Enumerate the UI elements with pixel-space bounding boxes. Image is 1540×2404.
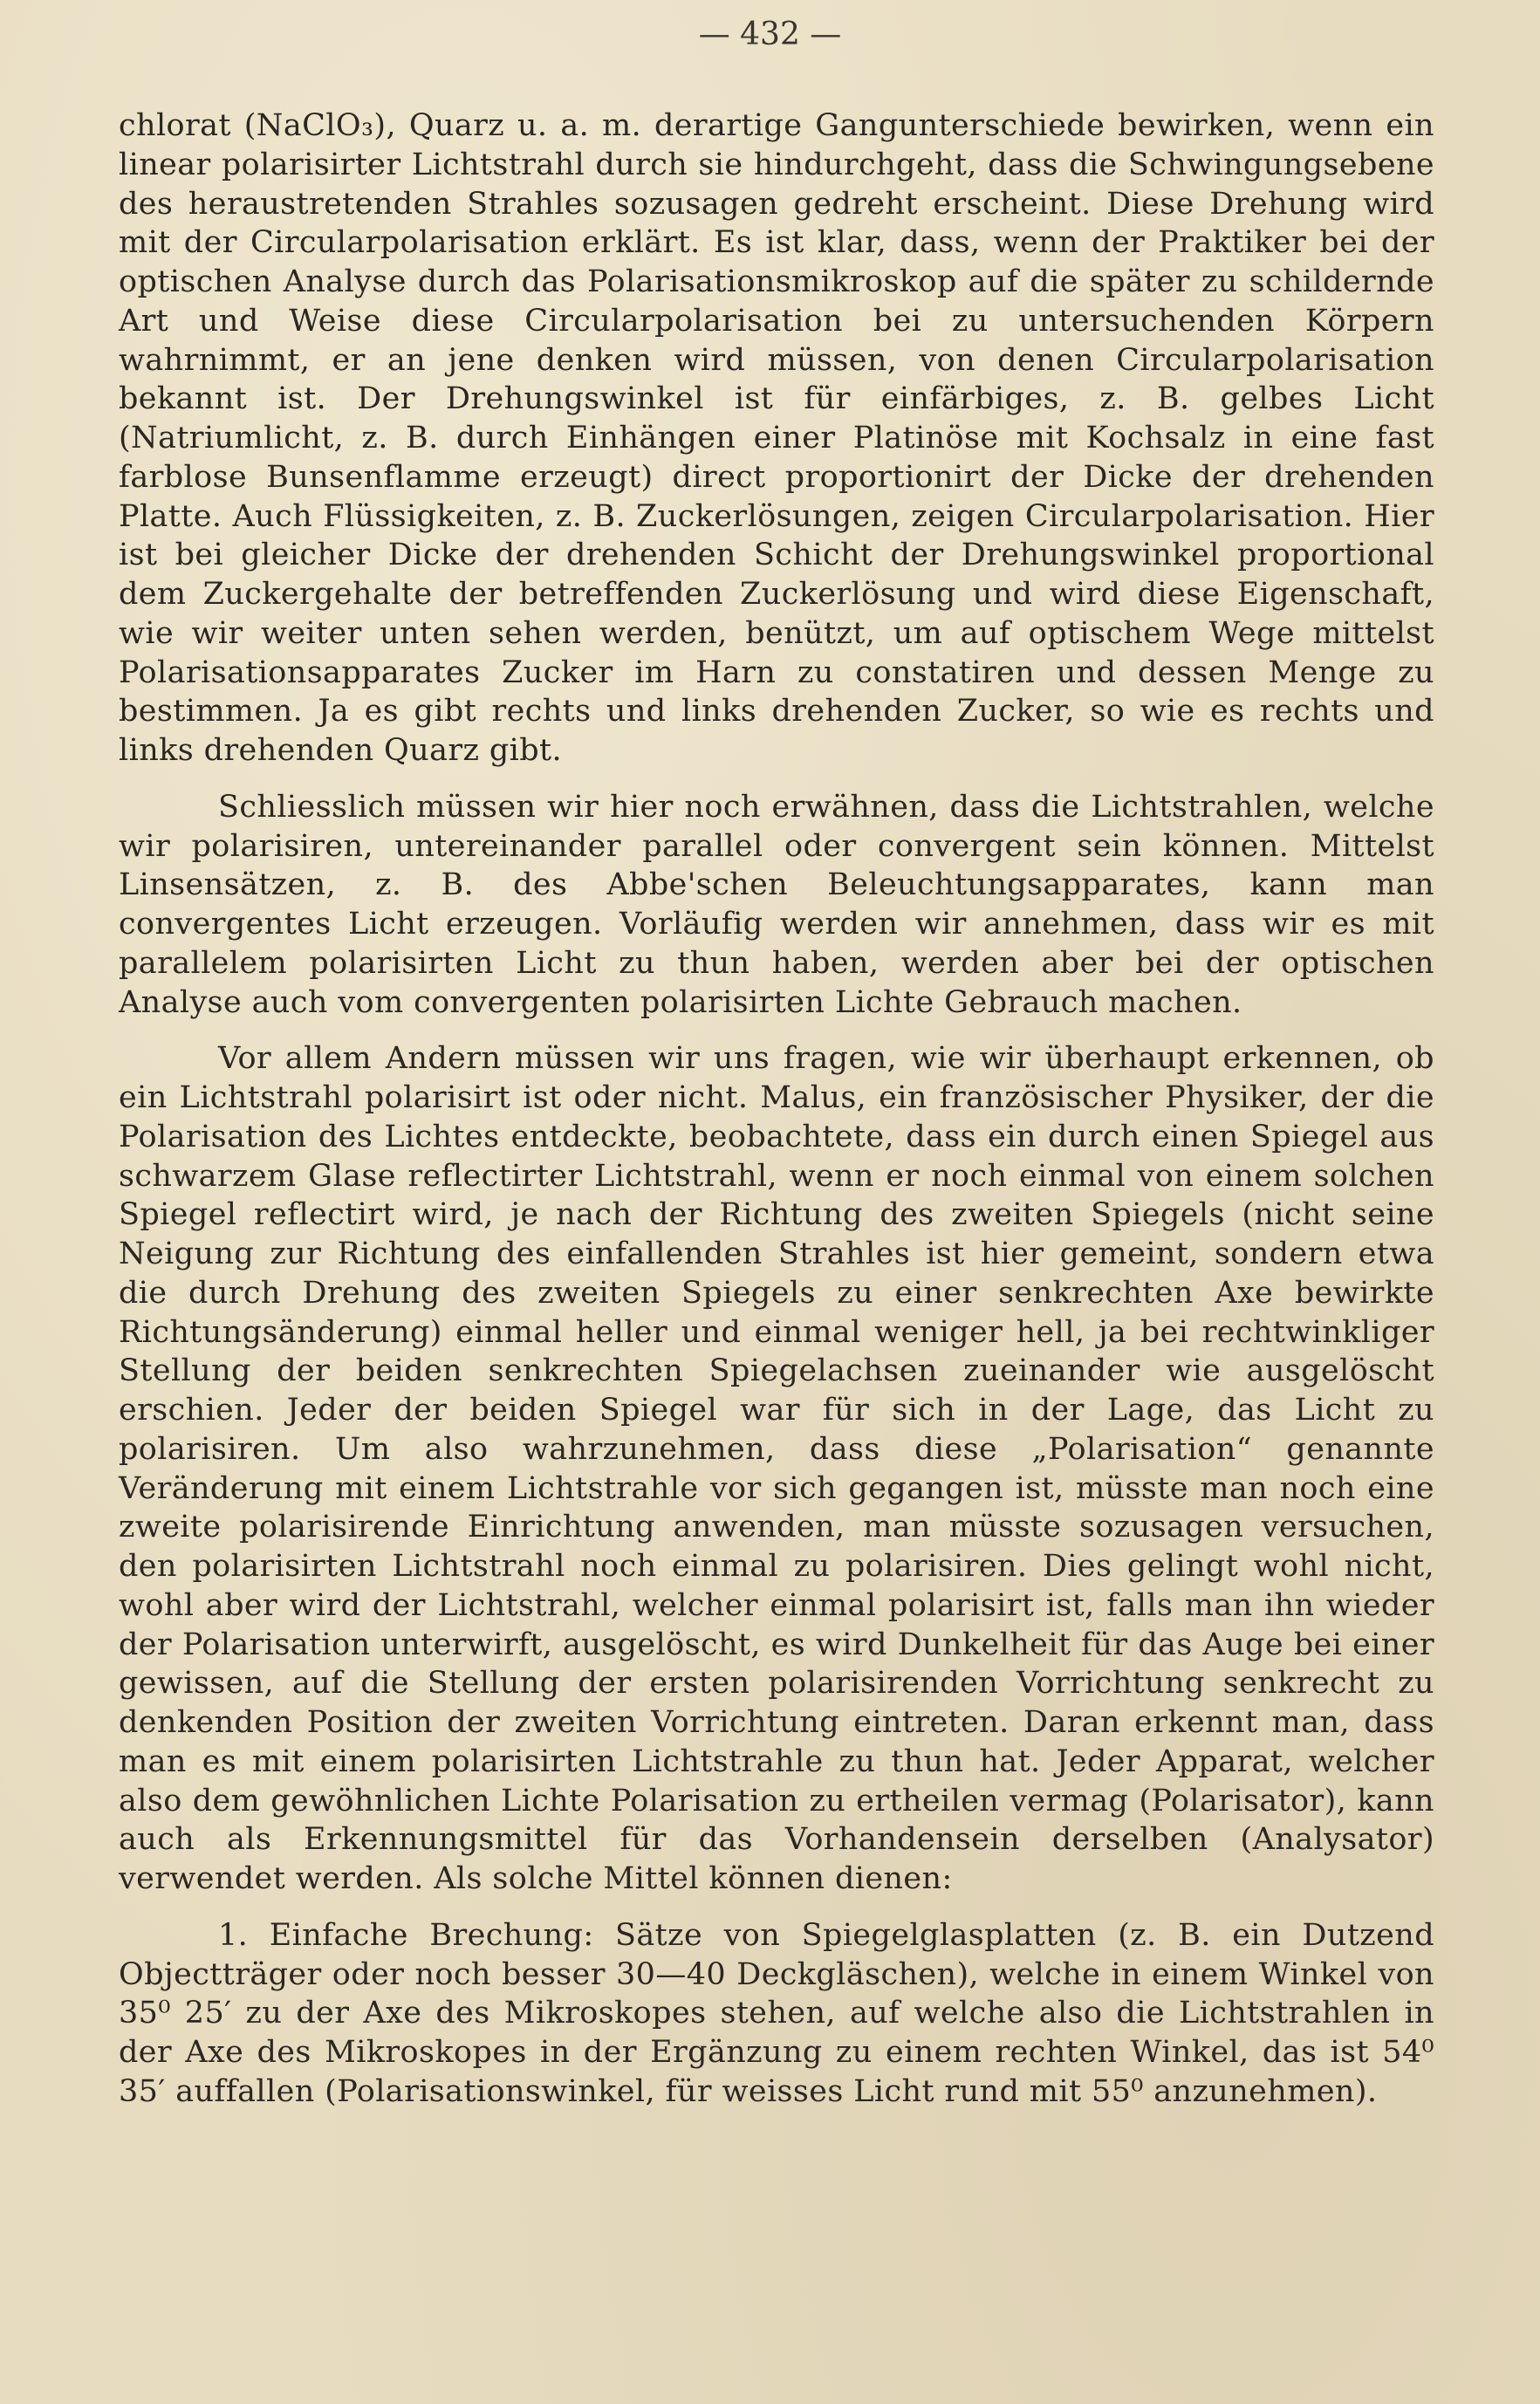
paragraph-circular-polarisation: chlorat (NaClO₃), Quarz u. a. m. derartige Gangunterschiede bewirken, wenn ein linear polarisirter Lichtstrahl durch sie hindurchgeht, dass die Schwingungsebene des heraustretenden Strahles sozusagen gedreht erscheint. Diese Drehung wird mit der Circularpolarisation erklärt. Es ist klar, dass, wenn der Praktiker bei der optischen Analyse durch das Polarisationsmikroskop auf die später zu schildernde Art und Weise diese Circularpolarisation bei zu untersuchenden Körpern wahrnimmt, er an jene denken wird müssen, von denen Circularpolarisation bekannt ist. Der Drehungswinkel ist für einfärbiges, z. B. gelbes Licht (Natriumlicht, z. B. durch Einhängen einer Platinöse mit Kochsalz in eine fast farblose Bunsenflamme erzeugt) direct proportionirt der Dicke der drehenden Platte. Auch Flüssigkeiten, z. B. Zuckerlösungen, zeigen Circularpolarisation. Hier ist bei gleicher Dicke der drehenden Schicht der Drehungswinkel proportional dem Zuckergehalte der betreffenden Zuckerlösung und wird diese Eigenschaft, wie wir weiter unten sehen werden, benützt, um auf optischem Wege mittelst Polarisationsapparates Zucker im Harn zu constatiren und dessen Menge zu bestimmen. Ja es gibt rechts und links drehenden Zucker, so wie es rechts und links drehenden Quarz gibt. [119,108,1434,768]
paragraph-parallel-convergent: Schliesslich müssen wir hier noch erwähnen, dass die Lichtstrahlen, welche wir polarisiren, untereinander parallel oder convergent sein können. Mittelst Linsensätzen, z. B. des Abbe'schen Beleuchtungsapparates, kann man convergentes Licht erzeugen. Vorläufig werden wir annehmen, dass wir es mit parallelem polarisirten Licht zu thun haben, werden aber bei der optischen Analyse auch vom convergenten polarisirten Lichte Gebrauch machen. [119,789,1434,1020]
paragraph-detecting-polarisation: Vor allem Andern müssen wir uns fragen, wie wir überhaupt erkennen, ob ein Lichtstrahl polarisirt ist oder nicht. Malus, ein französischer Physiker, der die Polarisation des Lichtes entdeckte, beobachtete, dass ein durch einen Spiegel aus schwarzem Glase reflectirter Lichtstrahl, wenn er noch einmal von einem solchen Spiegel reflectirt wird, je nach der Richtung des zweiten Spiegels (nicht seine Neigung zur Richtung des einfallenden Strahles ist hier gemeint, sondern etwa die durch Drehung des zweiten Spiegels zu einer senkrechten Axe bewirkte Richtungsänderung) einmal heller und einmal weniger hell, ja bei rechtwinkliger Stellung der beiden senkrechten Spiegelachsen zueinander wie ausgelöscht erschien. Jeder der beiden Spiegel war für sich in der Lage, das Licht zu polarisiren. Um also wahrzunehmen, dass diese „Polarisation“ genannte Veränderung mit einem Lichtstrahle vor sich gegangen ist, müsste man noch eine zweite polarisirende Einrichtung anwenden, man müsste sozusagen versuchen, den polarisirten Lichtstrahl noch einmal zu polarisiren. Dies gelingt wohl nicht, wohl aber wird der Lichtstrahl, welcher einmal polarisirt ist, falls man ihn wieder der Polarisation unterwirft, ausgelöscht, es wird Dunkelheit für das Auge bei einer gewissen, auf die Stellung der ersten polarisirenden Vorrichtung senkrecht zu denkenden Position der zweiten Vorrichtung eintreten. Daran erkennt man, dass man es mit einem polarisirten Lichtstrahle zu thun hat. Jeder Apparat, welcher also dem gewöhnlichen Lichte Polarisation zu ertheilen vermag (Polarisator), kann auch als Erkennungsmittel für das Vorhandensein derselben (Analysator) verwendet werden. Als solche Mittel können dienen: [119,1041,1434,1896]
page-number: — 432 — [698,17,842,52]
body-text [119,106,1434,2112]
paragraph-simple-refraction: 1. Einfache Brechung: Sätze von Spiegelglasplatten (z. B. ein Dutzend Objectträger oder noch besser 30—40 Deckgläschen), welche in einem Winkel von 35⁰ 25′ zu der Axe des Mikroskopes stehen, auf welche also die Lichtstrahlen in der Axe des Mikroskopes in der Ergänzung zu einem rechten Winkel, das ist 54⁰ 35′ auffallen (Polarisationswinkel, für weisses Licht rund mit 55⁰ anzunehmen). [119,1917,1434,2109]
